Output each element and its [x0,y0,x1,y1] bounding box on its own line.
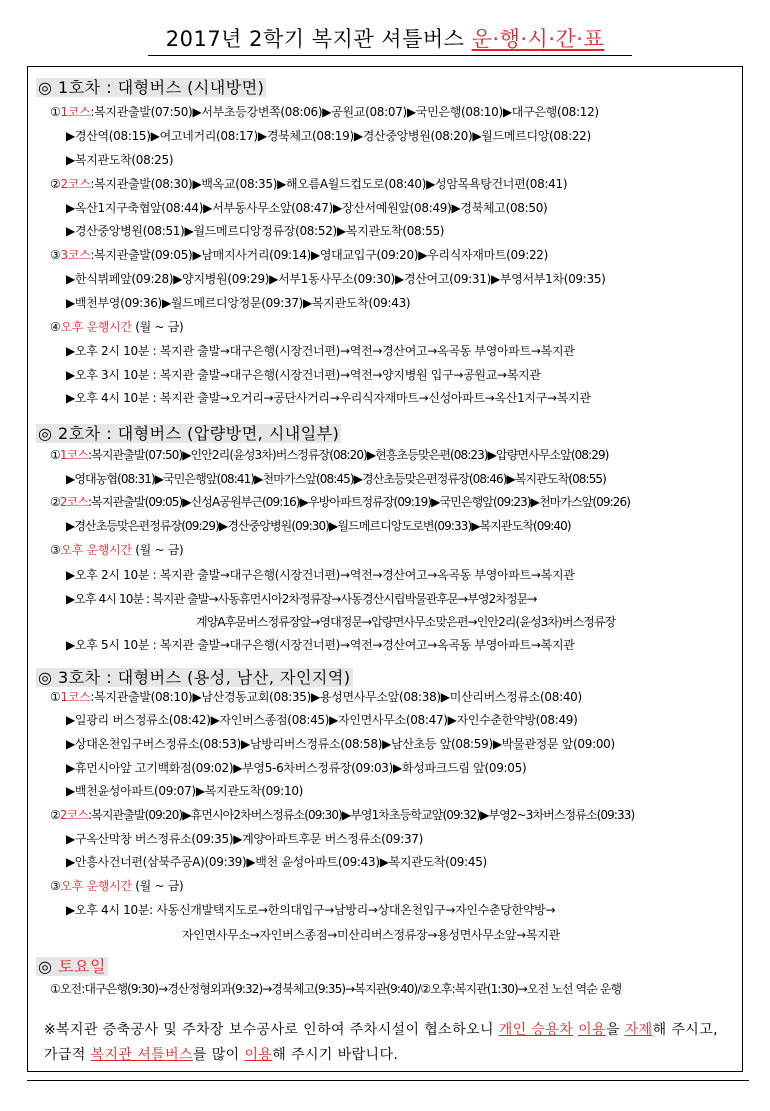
bus3-course2-line3: ▶안흥사건너편(삼북주공A)(09:39)▶백천 윤성아파트(09:43)▶복지관도착(09:45) [66,855,487,869]
bus2-pm-route1: ▶오후 2시 10분 : 복지관 출발→대구은행(시장건너편)→역전→경산여고→옥곡동 부영아파트→복지관 [66,568,575,582]
bus3-heading: ◎ 3호차 : 대형버스 (용성, 남산, 자인지역) [38,668,351,687]
bus2-afternoon-label: ③오후 운행시간 (월 ~ 금) [50,543,184,557]
bus1-course1-line2: ▶경산역(08:15)▶여고네거리(08:17)▶경북체고(08:19)▶경산중앙병원(08:20)▶월드메르디앙(08:22) [66,129,591,143]
bus2-pm-route2: ▶오후 4시 10분 : 복지관 출발→사동휴먼시아2차정류장→사동경산시립박물관후문→부영2차정문→ [66,592,537,606]
bus2-course2-line1: ②2코스:복지관출발(09:05)▶신성A공원부근(09:16)▶우방아파트정류장(09:19)▶국민은행앞(09:23)▶천마가스앞(09:26) [50,495,631,509]
afternoon-tag: 오후 운행시간 [60,879,132,893]
course-tag: 1코스 [59,448,88,462]
bus3-pm-route1-cont: 자인면사무소→자인버스종점→미산리버스정류장→용성면사무소앞→복지관 [182,928,560,942]
bus3-course1-line1: ①1코스:복지관출발(08:10)▶남산경동교회(08:35)▶용성면사무소앞(08:38)▶미산리버스정류소(08:40) [50,690,582,704]
bus3-course1-line5: ▶백천윤성아파트(09:07)▶복지관도착(09:10) [66,784,304,798]
page-title [0,24,770,54]
course-tag: 1코스 [60,105,91,119]
bus3-course1-line4: ▶휴먼시아앞 고기백화점(09:02)▶부영5-6차버스정류장(09:03)▶화성파크드림 앞(09:05) [66,761,527,775]
bus1-afternoon-label: ④오후 운행시간 (월 ~ 금) [50,320,184,334]
saturday-route: ①오전:대구은행(9:30)→경산정형외과(9:32)→경북체고(9:35)→복지관(9:40)/②오후:복지관(1:30)→오전 노선 역순 운행 [50,982,622,996]
bus3-afternoon-label: ③오후 운행시간 (월 ~ 금) [50,879,184,893]
bus2-course1-line2: ▶영대농협(08:31)▶국민은행앞(08:41)▶천마가스앞(08:45)▶경산초등맞은편정류장(08:46)▶복지관도착(08:55) [66,472,606,486]
afternoon-tag: 오후 운행시간 [60,543,132,557]
bus3-course1-line2: ▶일광리 버스정류소(08:42)▶자인버스종점(08:45)▶자인면사무소(08:47)▶자인수춘한약방(08:49) [66,713,578,727]
bus3-pm-route1: ▶오후 4시 10분: 사동신개발택지도로→한의대입구→남방리→상대온천입구→자인수춘당한약방→ [66,903,556,917]
title-highlight: 운·행·시·간·표 [471,27,605,51]
bus1-course1-line1: ①1코스:복지관출발(07:50)▶서부초등강변쪽(08:06)▶공원교(08:07)▶국민은행(08:10)▶대구은행(08:12) [50,105,599,119]
bus1-course2-line1: ②2코스:복지관출발(08:30)▶백옥교(08:35)▶해오름A월드컵도로(08:40)▶성암목욕탕건너편(08:41) [50,177,568,191]
notice-text: ※복지관 증축공사 및 주차장 보수공사로 인하여 주차시설이 협소하오니 개인 승용차 이용을 자제해 주시고, 가급적 복지관 셔틀버스를 많이 이용해 주시기 바랍니다. [44,1022,718,1063]
bus1-course3-line1: ③3코스:복지관출발(09:05)▶남매지사거리(09:14)▶영대교입구(09:20)▶우리식자재마트(09:22) [50,248,549,262]
bus1-course2-line3: ▶경산중앙병원(08:51)▶월드메르디앙정류장(08:52)▶복지관도착(08:55) [66,224,445,238]
bus1-course1-line3: ▶복지관도착(08:25) [66,153,174,167]
course-tag: 3코스 [60,248,91,262]
bus3-course1-line3: ▶상대온천입구버스정류소(08:53)▶남방리버스정류소(08:58)▶남산초등 앞(08:59)▶박물관정문 앞(09:00) [66,737,615,751]
bus1-course3-line2: ▶한식뷔페앞(09:28)▶양지병원(09:29)▶서부1동사무소(09:30)▶경산여고(09:31)▶부영서부1차(09:35) [66,272,606,286]
course-tag: 2코스 [59,495,88,509]
bus1-pm-route1: ▶오후 2시 10분 : 복지관 출발→대구은행(시장건너편)→역전→경산여고→옥곡동 부영아파트→복지관 [66,344,575,358]
course-tag: 2코스 [60,177,91,191]
bus3-course2-line1: ②2코스:복지관출발(09:20)▶휴먼시아2차버스정류소(09:30)▶부영1차초등학교앞(09:32)▶부영2~3차버스정류소(09:33) [50,808,635,822]
bus2-heading: ◎ 2호차 : 대형버스 (압량방면, 시내일부) [38,424,340,443]
bus2-pm-route2-cont: 계양A후문버스정류장앞→영대정문→압량면사무소맞은편→인안2리(윤성3차)버스정류장 [196,615,616,629]
bus1-pm-route3: ▶오후 4시 10분 : 복지관 출발→오거리→공단사거리→우리식자재마트→신성아파트→옥산1지구→복지관 [66,391,591,405]
title-prefix: 2017년 2학기 복지관 셔틀버스 [165,27,472,51]
bus1-pm-route2: ▶오후 3시 10분 : 복지관 출발→대구은행(시장건너편)→역전→양지병원 입구→공원교→복지관 [66,368,541,382]
bus3-course2-line2: ▶구옥산막창 버스정류소(09:35)▶계양아파트후문 버스정류소(09:37) [66,832,424,846]
bus1-heading: ◎ 1호차 : 대형버스 (시내방면) [38,78,265,97]
afternoon-tag: 오후 운행시간 [60,320,132,334]
saturday-heading: ◎ 토요일 [38,957,106,976]
course-tag: 2코스 [59,808,88,822]
title-underline [148,55,632,56]
bus1-course2-line2: ▶옥산1지구축협앞(08:44)▶서부동사무소앞(08:47)▶장산서예원앞(08:49)▶경북체고(08:50) [66,201,548,215]
course-tag: 1코스 [60,690,91,704]
bus2-course1-line1: ①1코스:복지관출발(07:50)▶인안2리(윤성3차)버스정류장(08:20)▶현흥초등맞은편(08:23)▶압량면사무소앞(08:29) [50,448,609,462]
bottom-rule [27,1080,749,1081]
bus1-course3-line3: ▶백천부영(09:36)▶월드메르디앙정문(09:37)▶복지관도착(09:43) [66,296,411,310]
bus2-course2-line2: ▶경산초등맞은편정류장(09:29)▶경산중앙병원(09:30)▶월드메르디앙도로변(09:33)▶복지관도착(09:40) [66,519,571,533]
bus2-pm-route3: ▶오후 5시 10분 : 복지관 출발→대구은행(시장건너편)→역전→경산여고→옥곡동 부영아파트→복지관 [66,638,575,652]
